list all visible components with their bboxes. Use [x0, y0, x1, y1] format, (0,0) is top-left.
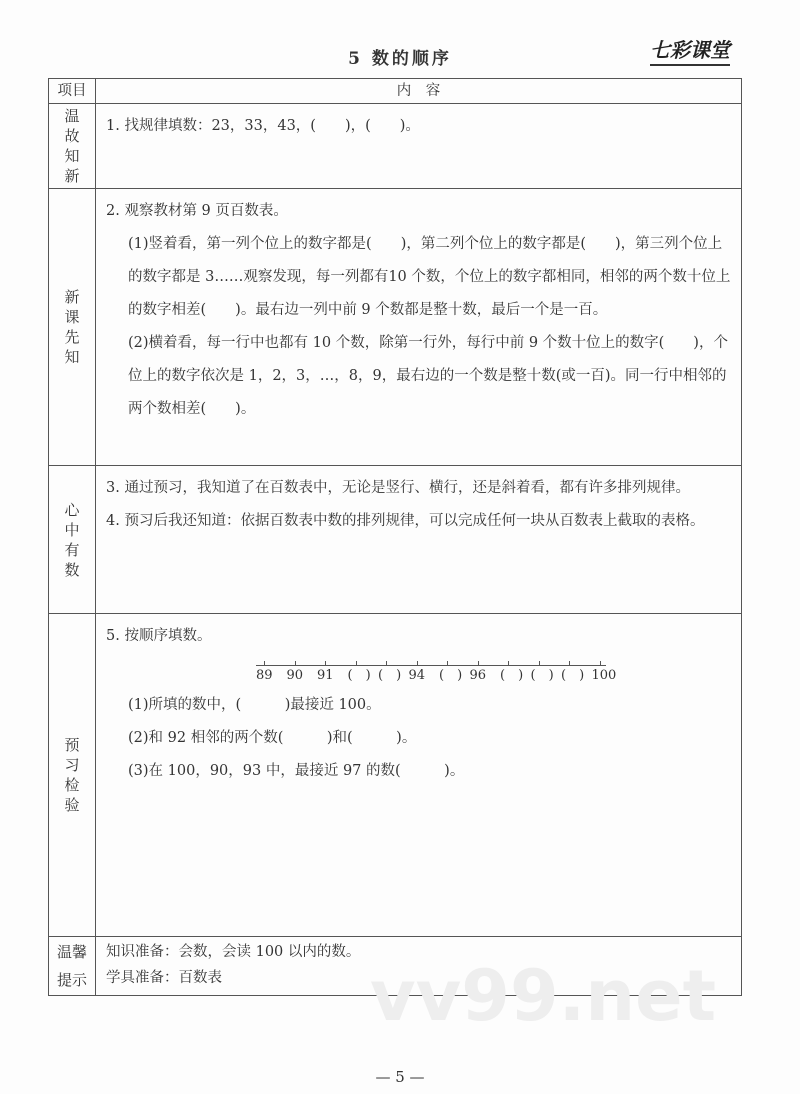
number-line-tick	[539, 661, 540, 666]
number-line-tick	[386, 661, 387, 666]
number-line-label: ( )	[347, 668, 371, 683]
question-3: 3. 通过预习，我知道了在百数表中，无论是竖行、横行，还是斜着看，都有许多排列规律。	[106, 480, 690, 496]
table-row	[49, 189, 742, 466]
row-label: 温故知新	[49, 104, 96, 189]
number-line-label: 94	[408, 668, 426, 683]
row-label: 温馨提示	[49, 937, 96, 996]
row-label: 心中有数	[49, 466, 96, 614]
number-line-tick	[417, 661, 418, 666]
number-line-label: ( )	[439, 668, 463, 683]
number-line-label: 96	[469, 668, 487, 683]
number-line-tick	[264, 661, 265, 666]
number-line-label: 100	[591, 668, 617, 683]
number-line-tick	[325, 661, 326, 666]
watermark: vv99.net	[370, 955, 717, 1037]
number-line-label: 90	[286, 668, 304, 683]
question-5: 5. 按顺序填数。	[106, 628, 212, 644]
question-5-part-2: (2)和 92 相邻的两个数( )和( )。	[128, 730, 417, 746]
number-line-tick	[600, 661, 601, 666]
row-label: 预习检验	[49, 614, 96, 937]
number-line-tick	[295, 661, 296, 666]
number-line	[256, 659, 617, 689]
question-2-part-1: (1)竖着看，第一列个位上的数字都是( )，第二列个位上的数字都是( )，第三列个位上的数字都是 3……观察发现，每一列都有10 个数，个位上的数字都相同，相邻的两个数十位上的数字相差( )。最右边一列中前 9 个数都是整十数，最后一个是一百。	[128, 236, 731, 318]
question-5-part-3: (3)在 100，90，93 中，最接近 97 的数( )。	[128, 763, 465, 779]
header-item: 项目	[49, 79, 96, 104]
table-row	[49, 614, 742, 937]
question-5-part-1: (1)所填的数中，( )最接近 100。	[128, 697, 381, 713]
question-4: 4. 预习后我还知道：依据百数表中数的排列规律，可以完成任何一块从百数表上截取的表格。	[106, 513, 705, 529]
number-line-label: 89	[256, 668, 273, 683]
number-line-tick	[569, 661, 570, 666]
number-line-label: ( )	[500, 668, 524, 683]
question-1: 1. 找规律填数：23，33，43，( )，( )。	[106, 118, 420, 134]
number-line-label: 91	[317, 668, 334, 683]
number-line-label: ( )	[378, 668, 402, 683]
table-row	[49, 466, 742, 614]
header-content: 内 容	[96, 79, 742, 104]
tip-knowledge: 知识准备：会数，会读 100 以内的数。	[106, 944, 361, 960]
page-title: 5 数的顺序	[348, 49, 452, 69]
tip-tools: 学具准备：百数表	[106, 970, 222, 986]
number-line-tick	[447, 661, 448, 666]
page-number: — 5 —	[375, 1068, 425, 1086]
content-table	[48, 78, 742, 996]
number-line-tick	[478, 661, 479, 666]
table-row	[49, 104, 742, 189]
row-label: 新课先知	[49, 189, 96, 466]
question-2: 2. 观察教材第 9 页百数表。	[106, 203, 288, 219]
number-line-label: ( )	[530, 668, 554, 683]
brand-logo: 七彩课堂	[650, 34, 730, 66]
number-line-label: ( )	[561, 668, 585, 683]
number-line-tick	[356, 661, 357, 666]
question-2-part-2: (2)横着看，每一行中也都有 10 个数，除第一行外，每行中前 9 个数十位上的数字( )，个位上的数字依次是 1，2，3，…，8，9，最右边的一个数是整十数(或一百)。同一行中相邻的两个数相差( )。	[128, 335, 728, 417]
table-header	[49, 79, 742, 104]
number-line-axis	[256, 665, 606, 666]
number-line-tick	[508, 661, 509, 666]
